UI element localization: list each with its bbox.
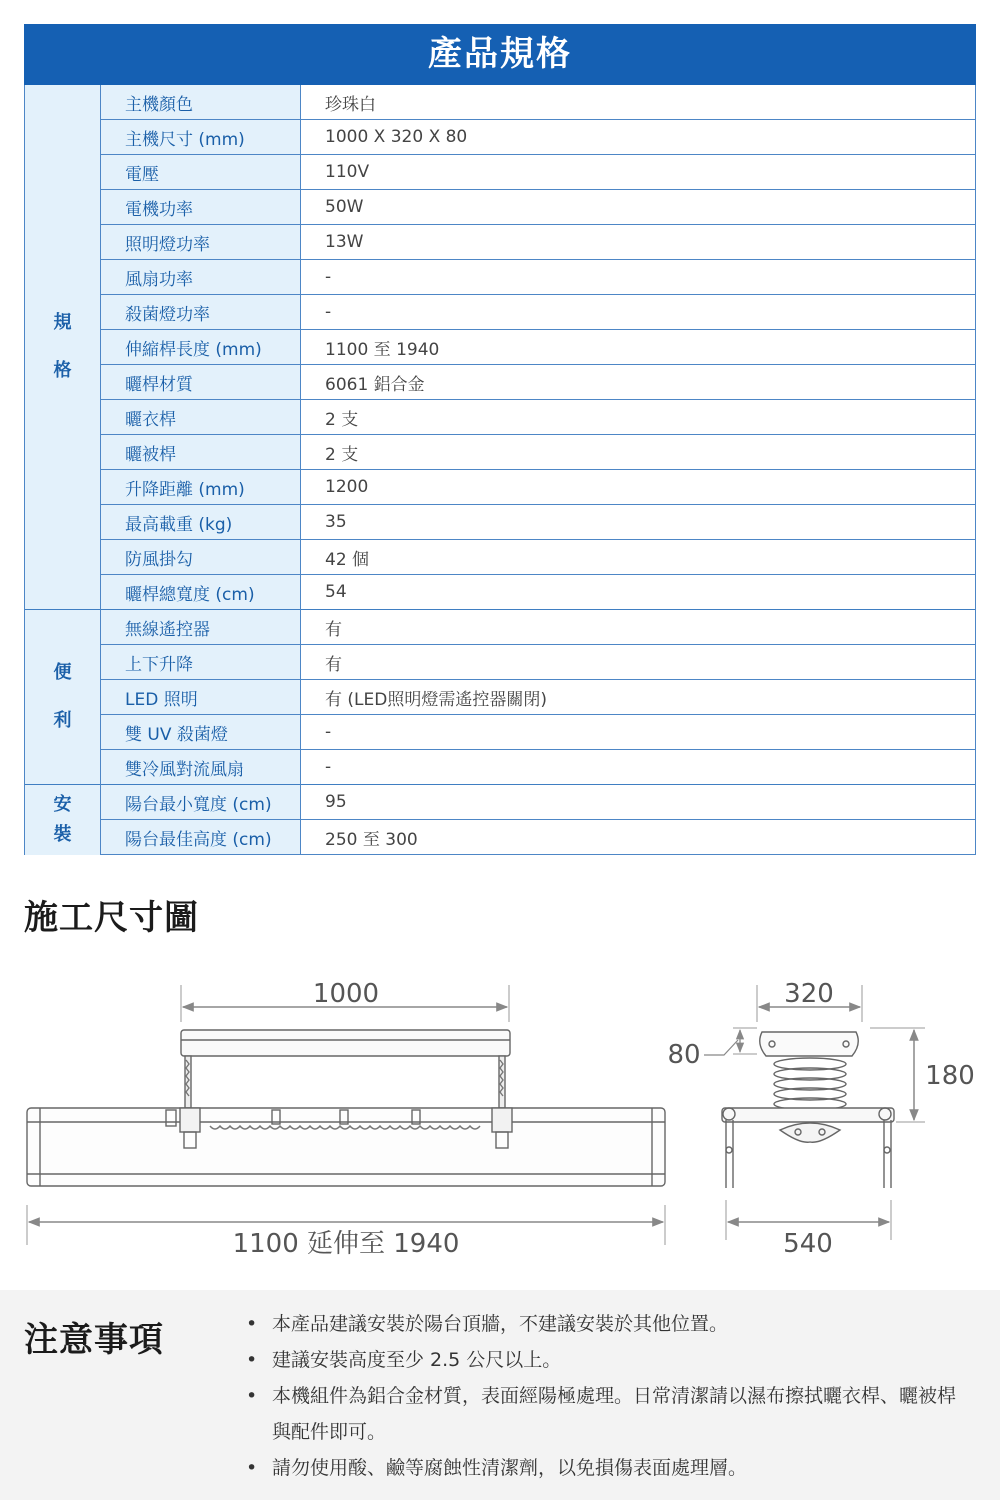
notes-section	[0, 1290, 1000, 1500]
spec-row	[25, 715, 976, 750]
spec-label: 最高載重 (kg)	[101, 505, 301, 540]
side-depth-dimension	[667, 1028, 757, 1070]
spec-group-label	[25, 85, 101, 610]
spec-group-char: 格	[53, 360, 72, 381]
spec-label: 升降距離 (mm)	[101, 470, 301, 505]
spec-group-char: 裝	[53, 823, 72, 845]
spec-label: 主機尺寸 (mm)	[101, 120, 301, 155]
spec-label: 防風掛勾	[101, 540, 301, 575]
spec-label: 電壓	[101, 155, 301, 190]
spec-label: 陽台最佳高度 (cm)	[101, 820, 301, 855]
spec-value: -	[301, 715, 976, 750]
note-item: • 本產品建議安裝於陽台頂牆，不建議安裝於其他位置。	[272, 1306, 972, 1342]
spec-group-char: 利	[53, 710, 72, 731]
spec-group-label	[25, 610, 101, 785]
spec-row	[25, 190, 976, 225]
rod-length-label: 1100 延伸至 1940	[232, 1229, 460, 1259]
spec-value: -	[301, 750, 976, 785]
notes-title: 注意事項	[24, 1320, 164, 1360]
rod-length-dimension	[27, 1205, 665, 1259]
spec-row	[25, 470, 976, 505]
spec-label: 伸縮桿長度 (mm)	[101, 330, 301, 365]
dimension-drawing	[0, 960, 1000, 1270]
note-item: • 建議安裝高度至少 2.5 公尺以上。	[272, 1342, 972, 1378]
spec-row	[25, 785, 976, 820]
spec-group-label	[25, 785, 101, 855]
spec-row	[25, 645, 976, 680]
spec-group-char: 便	[53, 662, 72, 683]
spec-row	[25, 435, 976, 470]
spec-title: 產品規格	[24, 24, 976, 85]
spec-row	[25, 750, 976, 785]
spec-value: 2 支	[301, 435, 976, 470]
spec-label: 曬桿材質	[101, 365, 301, 400]
spec-value: 有	[301, 610, 976, 645]
spec-value: 1000 X 320 X 80	[301, 120, 976, 155]
rack-width-label: 540	[783, 1229, 833, 1259]
spec-row	[25, 400, 976, 435]
spec-row	[25, 155, 976, 190]
installation-diagram	[0, 960, 1000, 1270]
front-view-unit	[27, 1030, 665, 1186]
spec-label: 電機功率	[101, 190, 301, 225]
spec-row	[25, 295, 976, 330]
spec-row	[25, 260, 976, 295]
spec-value: 250 至 300	[301, 820, 976, 855]
spec-value: 珍珠白	[301, 85, 976, 120]
spec-label: 照明燈功率	[101, 225, 301, 260]
spec-value: -	[301, 260, 976, 295]
spec-table-section	[24, 24, 976, 855]
spec-label: 上下升降	[101, 645, 301, 680]
spec-group-char: 規	[53, 312, 72, 333]
spec-group-char: 安	[53, 793, 72, 815]
spec-row	[25, 365, 976, 400]
side-view-unit	[722, 1032, 894, 1188]
spec-value: 54	[301, 575, 976, 610]
spec-label: 曬衣桿	[101, 400, 301, 435]
spec-label: LED 照明	[101, 680, 301, 715]
spec-row	[25, 505, 976, 540]
spec-value: 42 個	[301, 540, 976, 575]
spec-value: 110V	[301, 155, 976, 190]
spec-value: 有	[301, 645, 976, 680]
side-width-label: 320	[784, 979, 834, 1009]
spec-value: 1100 至 1940	[301, 330, 976, 365]
spec-row	[25, 575, 976, 610]
spec-label: 雙 UV 殺菌燈	[101, 715, 301, 750]
spec-label: 曬被桿	[101, 435, 301, 470]
diagram-title: 施工尺寸圖	[24, 898, 199, 938]
spec-row	[25, 680, 976, 715]
spec-value: 6061 鋁合金	[301, 365, 976, 400]
spec-row	[25, 820, 976, 855]
spec-table	[24, 85, 976, 855]
spec-value: -	[301, 295, 976, 330]
spec-value: 1200	[301, 470, 976, 505]
note-item: • 本機組件為鋁合金材質，表面經陽極處理。日常清潔請以濕布擦拭曬衣桿、曬被桿與配件即可。	[272, 1378, 972, 1450]
spec-label: 主機顏色	[101, 85, 301, 120]
note-item: • 請勿使用酸、鹼等腐蝕性清潔劑，以免損傷表面處理層。	[272, 1450, 972, 1486]
spec-row	[25, 120, 976, 155]
spec-row	[25, 85, 976, 120]
side-height-label: 180	[925, 1061, 975, 1091]
spec-row	[25, 610, 976, 645]
spec-value: 2 支	[301, 400, 976, 435]
spec-row	[25, 540, 976, 575]
notes-list	[272, 1306, 972, 1486]
side-depth-label: 80	[667, 1040, 701, 1070]
spec-row	[25, 330, 976, 365]
rack-width-dimension	[726, 1200, 891, 1259]
spec-value: 13W	[301, 225, 976, 260]
spec-label: 曬桿總寬度 (cm)	[101, 575, 301, 610]
spec-value: 95	[301, 785, 976, 820]
spec-value: 50W	[301, 190, 976, 225]
spec-label: 陽台最小寬度 (cm)	[101, 785, 301, 820]
side-width-dimension	[757, 979, 862, 1022]
spec-value: 35	[301, 505, 976, 540]
spec-label: 風扇功率	[101, 260, 301, 295]
spec-label: 殺菌燈功率	[101, 295, 301, 330]
spec-value: 有 (LED照明燈需遙控器關閉)	[301, 680, 976, 715]
spec-row	[25, 225, 976, 260]
spec-label: 雙冷風對流風扇	[101, 750, 301, 785]
top-width-dimension	[181, 979, 509, 1022]
spec-label: 無線遙控器	[101, 610, 301, 645]
top-width-label: 1000	[312, 979, 380, 1009]
